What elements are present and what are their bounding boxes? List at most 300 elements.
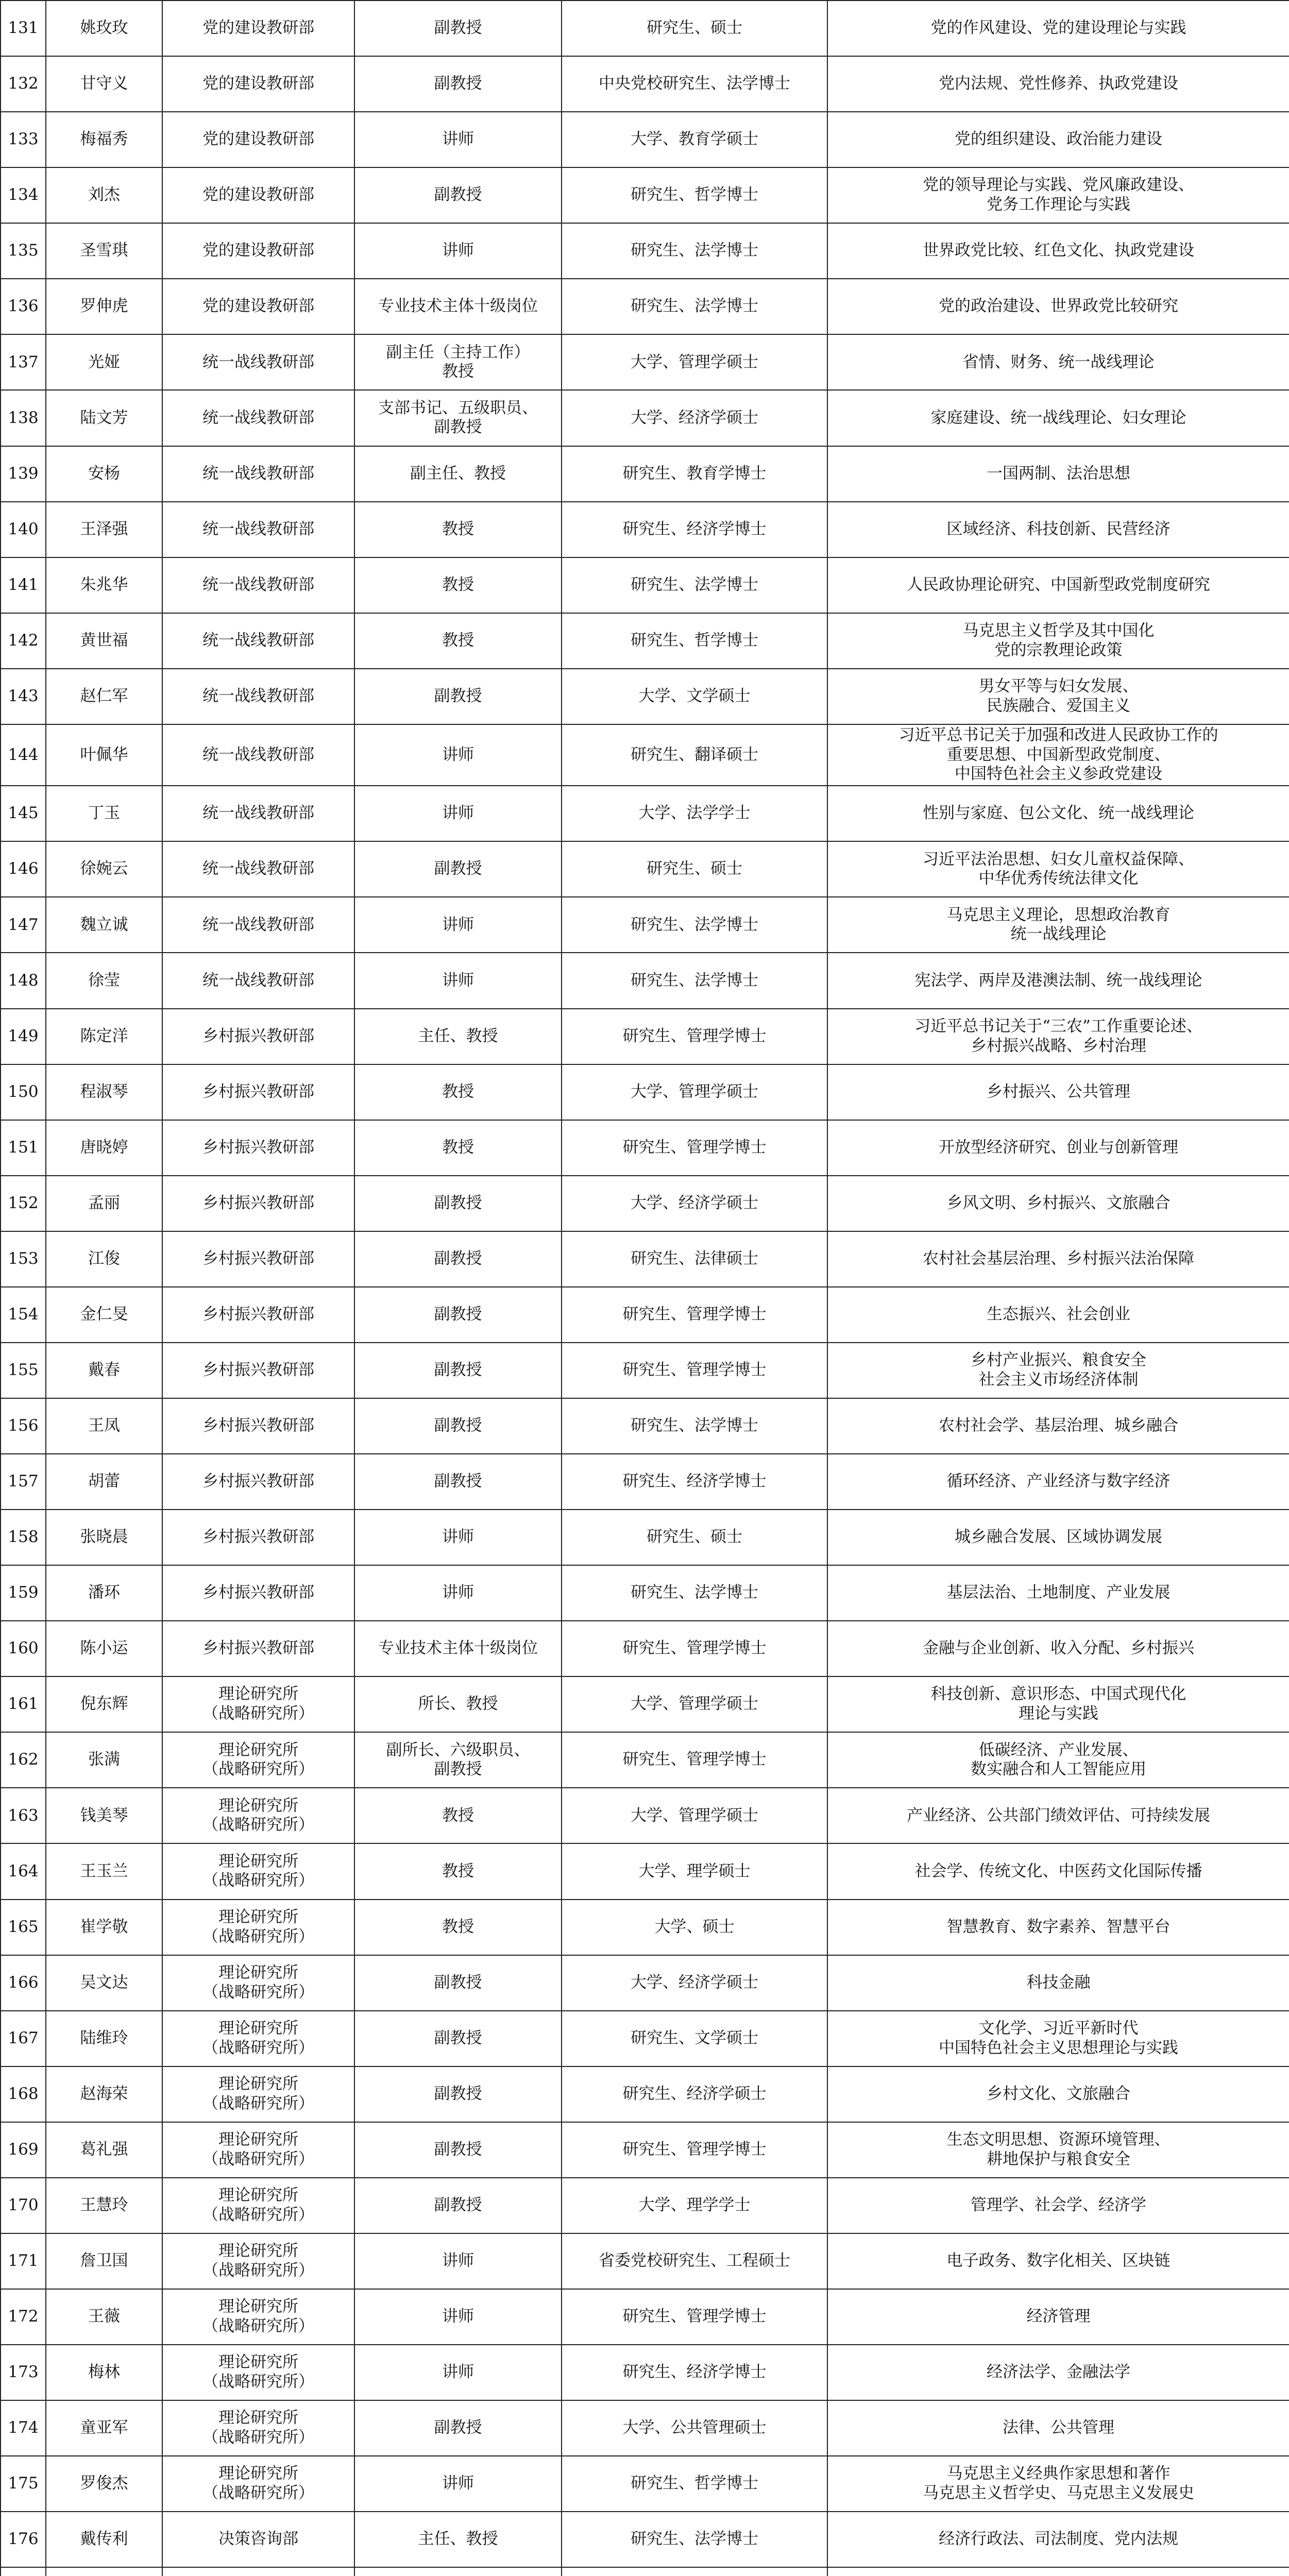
position-cell: 副所长、六级职员、 副教授 bbox=[354, 1732, 562, 1788]
department-cell: 决策咨询部 bbox=[162, 2512, 354, 2567]
table-row bbox=[1, 786, 1289, 841]
education-cell: 研究生、法学博士 bbox=[562, 279, 827, 334]
name-cell: 王玉兰 bbox=[46, 1843, 162, 1899]
education-cell: 大学、管理学硕士 bbox=[562, 334, 827, 390]
research-cell: 宪法学、两岸及港澳法制、统一战线理论 bbox=[827, 953, 1289, 1008]
education-cell: 大学、公共管理硕士 bbox=[562, 2400, 827, 2456]
department-cell: 党的建设教研部 bbox=[162, 223, 354, 279]
position-cell: 副教授 bbox=[354, 1176, 562, 1231]
name-cell: 魏立诚 bbox=[46, 897, 162, 953]
position-cell: 副教授 bbox=[354, 1343, 562, 1398]
table-row bbox=[1, 1843, 1289, 1899]
research-cell: 社会学、传统文化、中医药文化国际传播 bbox=[827, 1843, 1289, 1899]
name-cell: 赵仁军 bbox=[46, 669, 162, 724]
position-cell: 讲师 bbox=[354, 1565, 562, 1621]
department-cell: 理论研究所 （战略研究所） bbox=[162, 1732, 354, 1788]
position-cell: 讲师 bbox=[354, 2289, 562, 2345]
education-cell: 研究生、硕士 bbox=[562, 841, 827, 897]
name-cell: 戴传利 bbox=[46, 2512, 162, 2567]
education-cell: 研究生、法学博士 bbox=[562, 1565, 827, 1621]
table-row bbox=[1, 557, 1289, 613]
education-cell: 研究生、硕士 bbox=[562, 1, 827, 56]
table-row bbox=[1, 1287, 1289, 1343]
department-cell: 理论研究所 （战略研究所） bbox=[162, 1900, 354, 1955]
table-row bbox=[1, 1009, 1289, 1064]
position-cell: 主任、教授 bbox=[354, 1009, 562, 1064]
education-cell: 研究生、经济学硕士 bbox=[562, 2066, 827, 2122]
education-cell: 研究生、法学博士 bbox=[562, 1398, 827, 1454]
department-cell: 统一战线教研部 bbox=[162, 669, 354, 724]
department-cell: 统一战线教研部 bbox=[162, 502, 354, 557]
name-cell: 孟丽 bbox=[46, 1176, 162, 1231]
education-cell: 研究生、经济学博士 bbox=[562, 502, 827, 557]
research-cell: 经济行政法、司法制度、党内法规 bbox=[827, 2512, 1289, 2567]
name-cell: 张晓晨 bbox=[46, 1510, 162, 1565]
row-number: 140 bbox=[1, 502, 46, 557]
name-cell: 王泽强 bbox=[46, 502, 162, 557]
research-cell: 文化学、习近平新时代 中国特色社会主义思想理论与实践 bbox=[827, 2011, 1289, 2066]
table-body bbox=[1, 1, 1289, 2576]
education-cell: 研究生、管理学博士 bbox=[562, 1621, 827, 1676]
research-cell: 经济管理 bbox=[827, 2289, 1289, 2345]
education-cell: 研究生、哲学博士 bbox=[562, 167, 827, 223]
table-row bbox=[1, 1900, 1289, 1955]
position-cell: 教授 bbox=[354, 502, 562, 557]
table-row bbox=[1, 2345, 1289, 2400]
row-number: 166 bbox=[1, 1955, 46, 2011]
table-row bbox=[1, 897, 1289, 953]
research-cell: 农村社会学、基层治理、城乡融合 bbox=[827, 1398, 1289, 1454]
education-cell: 大学、经济学硕士 bbox=[562, 1955, 827, 2011]
research-cell: 党的组织建设、政治能力建设 bbox=[827, 112, 1289, 167]
department-cell: 乡村振兴教研部 bbox=[162, 1009, 354, 1064]
position-cell: 所长、教授 bbox=[354, 1676, 562, 1732]
department-cell: 统一战线教研部 bbox=[162, 557, 354, 613]
education-cell: 研究生、法律硕士 bbox=[562, 1231, 827, 1287]
name-cell: 童亚军 bbox=[46, 2400, 162, 2456]
row-number: 160 bbox=[1, 1621, 46, 1676]
department-cell: 统一战线教研部 bbox=[162, 446, 354, 502]
row-number: 142 bbox=[1, 613, 46, 669]
department-cell: 统一战线教研部 bbox=[162, 334, 354, 390]
research-cell: 省情、财务、统一战线理论 bbox=[827, 334, 1289, 390]
position-cell bbox=[354, 2567, 562, 2576]
row-number: 136 bbox=[1, 279, 46, 334]
research-cell: 男女平等与妇女发展、 民族融合、爱国主义 bbox=[827, 669, 1289, 724]
table-row bbox=[1, 1955, 1289, 2011]
research-cell: 一国两制、法治思想 bbox=[827, 446, 1289, 502]
table-row bbox=[1, 1064, 1289, 1120]
table-row bbox=[1, 1732, 1289, 1788]
name-cell: 陆维玲 bbox=[46, 2011, 162, 2066]
education-cell: 大学、经济学硕士 bbox=[562, 390, 827, 446]
education-cell: 大学、管理学硕士 bbox=[562, 1064, 827, 1120]
education-cell: 研究生、管理学博士 bbox=[562, 1287, 827, 1343]
department-cell: 理论研究所 （战略研究所） bbox=[162, 1788, 354, 1843]
table-row bbox=[1, 2066, 1289, 2122]
row-number: 151 bbox=[1, 1120, 46, 1176]
department-cell: 乡村振兴教研部 bbox=[162, 1454, 354, 1510]
name-cell: 甘守义 bbox=[46, 56, 162, 112]
department-cell: 党的建设教研部 bbox=[162, 1, 354, 56]
name-cell: 倪东辉 bbox=[46, 1676, 162, 1732]
education-cell: 研究生、经济学博士 bbox=[562, 2345, 827, 2400]
position-cell: 主任、教授 bbox=[354, 2512, 562, 2567]
research-cell: 习近平法治思想、妇女儿童权益保障、 中华优秀传统法律文化 bbox=[827, 841, 1289, 897]
table-row bbox=[1, 1621, 1289, 1676]
table-row bbox=[1, 279, 1289, 334]
department-cell: 党的建设教研部 bbox=[162, 56, 354, 112]
position-cell: 讲师 bbox=[354, 112, 562, 167]
name-cell: 陈定洋 bbox=[46, 1009, 162, 1064]
education-cell bbox=[562, 2567, 827, 2576]
education-cell: 大学、管理学硕士 bbox=[562, 1788, 827, 1843]
row-number: 171 bbox=[1, 2233, 46, 2289]
name-cell: 姚玫玫 bbox=[46, 1, 162, 56]
position-cell: 副教授 bbox=[354, 1287, 562, 1343]
row-number: 161 bbox=[1, 1676, 46, 1732]
education-cell: 研究生、法学博士 bbox=[562, 953, 827, 1008]
table-row bbox=[1, 334, 1289, 390]
name-cell: 詹卫国 bbox=[46, 2233, 162, 2289]
education-cell: 研究生、管理学博士 bbox=[562, 1120, 827, 1176]
research-cell: 家庭建设、统一战线理论、妇女理论 bbox=[827, 390, 1289, 446]
research-cell: 管理学、社会学、经济学 bbox=[827, 2178, 1289, 2233]
name-cell: 刘杰 bbox=[46, 167, 162, 223]
position-cell: 副教授 bbox=[354, 167, 562, 223]
table-row bbox=[1, 724, 1289, 786]
education-cell: 大学、经济学硕士 bbox=[562, 1176, 827, 1231]
department-cell: 统一战线教研部 bbox=[162, 390, 354, 446]
row-number: 143 bbox=[1, 669, 46, 724]
department-cell: 乡村振兴教研部 bbox=[162, 1231, 354, 1287]
table-row bbox=[1, 1454, 1289, 1510]
name-cell: 梅福秀 bbox=[46, 112, 162, 167]
position-cell: 副教授 bbox=[354, 2400, 562, 2456]
education-cell: 研究生、教育学博士 bbox=[562, 446, 827, 502]
education-cell: 研究生、法学博士 bbox=[562, 897, 827, 953]
row-number: 148 bbox=[1, 953, 46, 1008]
name-cell: 潘环 bbox=[46, 1565, 162, 1621]
position-cell: 教授 bbox=[354, 557, 562, 613]
name-cell: 程淑琴 bbox=[46, 1064, 162, 1120]
position-cell: 讲师 bbox=[354, 223, 562, 279]
name-cell bbox=[46, 2567, 162, 2576]
research-cell: 人民政协理论研究、中国新型政党制度研究 bbox=[827, 557, 1289, 613]
research-cell: 区域经济、科技创新、民营经济 bbox=[827, 502, 1289, 557]
department-cell: 统一战线教研部 bbox=[162, 897, 354, 953]
table-row bbox=[1, 502, 1289, 557]
name-cell: 丁玉 bbox=[46, 786, 162, 841]
education-cell: 大学、理学硕士 bbox=[562, 1843, 827, 1899]
research-cell: 习近平总书记关于“三农”工作重要论述、 乡村振兴战略、乡村治理 bbox=[827, 1009, 1289, 1064]
position-cell: 讲师 bbox=[354, 953, 562, 1008]
table-row bbox=[1, 2512, 1289, 2567]
research-cell: 电子政务、数字化相关、区块链 bbox=[827, 2233, 1289, 2289]
education-cell: 大学、文学硕士 bbox=[562, 669, 827, 724]
department-cell: 理论研究所 （战略研究所） bbox=[162, 2345, 354, 2400]
row-number: 137 bbox=[1, 334, 46, 390]
department-cell: 党的建设教研部 bbox=[162, 112, 354, 167]
position-cell: 副教授 bbox=[354, 1454, 562, 1510]
table-row bbox=[1, 841, 1289, 897]
position-cell: 教授 bbox=[354, 1120, 562, 1176]
name-cell: 光娅 bbox=[46, 334, 162, 390]
name-cell: 陆文芳 bbox=[46, 390, 162, 446]
department-cell: 党的建设教研部 bbox=[162, 279, 354, 334]
row-number: 163 bbox=[1, 1788, 46, 1843]
name-cell: 黄世福 bbox=[46, 613, 162, 669]
position-cell: 副教授 bbox=[354, 2122, 562, 2178]
table-row bbox=[1, 613, 1289, 669]
education-cell: 大学、理学学士 bbox=[562, 2178, 827, 2233]
department-cell: 乡村振兴教研部 bbox=[162, 1176, 354, 1231]
research-cell: 开放型经济研究、创业与创新管理 bbox=[827, 1120, 1289, 1176]
position-cell: 专业技术主体十级岗位 bbox=[354, 1621, 562, 1676]
position-cell: 教授 bbox=[354, 1064, 562, 1120]
education-cell: 研究生、哲学博士 bbox=[562, 2456, 827, 2512]
education-cell: 研究生、翻译硕士 bbox=[562, 724, 827, 786]
name-cell: 胡蕾 bbox=[46, 1454, 162, 1510]
table-row bbox=[1, 112, 1289, 167]
research-cell: 科技创新、意识形态、中国式现代化 理论与实践 bbox=[827, 1676, 1289, 1732]
position-cell: 教授 bbox=[354, 1843, 562, 1899]
name-cell: 罗俊杰 bbox=[46, 2456, 162, 2512]
position-cell: 讲师 bbox=[354, 786, 562, 841]
name-cell: 梅林 bbox=[46, 2345, 162, 2400]
name-cell: 陈小运 bbox=[46, 1621, 162, 1676]
position-cell: 讲师 bbox=[354, 724, 562, 786]
research-cell: 金融与企业创新、收入分配、乡村振兴 bbox=[827, 1621, 1289, 1676]
table-row bbox=[1, 223, 1289, 279]
name-cell: 王慧玲 bbox=[46, 2178, 162, 2233]
row-number: 139 bbox=[1, 446, 46, 502]
department-cell: 统一战线教研部 bbox=[162, 786, 354, 841]
table-row bbox=[1, 669, 1289, 724]
row-number: 138 bbox=[1, 390, 46, 446]
table-row bbox=[1, 446, 1289, 502]
research-cell: 农村社会基层治理、乡村振兴法治保障 bbox=[827, 1231, 1289, 1287]
position-cell: 副教授 bbox=[354, 2011, 562, 2066]
table-row bbox=[1, 167, 1289, 223]
name-cell: 葛礼强 bbox=[46, 2122, 162, 2178]
table-row bbox=[1, 1398, 1289, 1454]
education-cell: 省委党校研究生、工程硕士 bbox=[562, 2233, 827, 2289]
research-cell: 马克思主义经典作家思想和著作 马克思主义哲学史、马克思主义发展史 bbox=[827, 2456, 1289, 2512]
row-number: 170 bbox=[1, 2178, 46, 2233]
research-cell: 低碳经济、产业发展、 数实融合和人工智能应用 bbox=[827, 1732, 1289, 1788]
department-cell: 理论研究所 （战略研究所） bbox=[162, 1676, 354, 1732]
position-cell: 讲师 bbox=[354, 2233, 562, 2289]
research-cell: 马克思主义哲学及其中国化 党的宗教理论政策 bbox=[827, 613, 1289, 669]
row-number: 133 bbox=[1, 112, 46, 167]
table-row bbox=[1, 1510, 1289, 1565]
table-row bbox=[1, 2456, 1289, 2512]
name-cell: 徐莹 bbox=[46, 953, 162, 1008]
education-cell: 大学、硕士 bbox=[562, 1900, 827, 1955]
position-cell: 副教授 bbox=[354, 669, 562, 724]
department-cell: 乡村振兴教研部 bbox=[162, 1398, 354, 1454]
education-cell: 中央党校研究生、法学博士 bbox=[562, 56, 827, 112]
research-cell: 乡村产业振兴、粮食安全 社会主义市场经济体制 bbox=[827, 1343, 1289, 1398]
education-cell: 研究生、管理学博士 bbox=[562, 2122, 827, 2178]
row-number: 149 bbox=[1, 1009, 46, 1064]
education-cell: 研究生、文学硕士 bbox=[562, 2011, 827, 2066]
name-cell: 徐婉云 bbox=[46, 841, 162, 897]
department-cell: 理论研究所 （战略研究所） bbox=[162, 2233, 354, 2289]
name-cell: 王凤 bbox=[46, 1398, 162, 1454]
position-cell: 教授 bbox=[354, 1900, 562, 1955]
position-cell: 讲师 bbox=[354, 2345, 562, 2400]
department-cell: 理论研究所 （战略研究所） bbox=[162, 1843, 354, 1899]
research-cell: 生态文明思想、资源环境管理、 耕地保护与粮食安全 bbox=[827, 2122, 1289, 2178]
research-cell: 党的作风建设、党的建设理论与实践 bbox=[827, 1, 1289, 56]
department-cell: 理论研究所 （战略研究所） bbox=[162, 1955, 354, 2011]
table-row bbox=[1, 1, 1289, 56]
position-cell: 副主任（主持工作） 教授 bbox=[354, 334, 562, 390]
education-cell: 研究生、法学博士 bbox=[562, 2512, 827, 2567]
table-row bbox=[1, 1676, 1289, 1732]
department-cell: 乡村振兴教研部 bbox=[162, 1120, 354, 1176]
research-cell: 产业经济、公共部门绩效评估、可持续发展 bbox=[827, 1788, 1289, 1843]
row-number: 135 bbox=[1, 223, 46, 279]
department-cell: 理论研究所 （战略研究所） bbox=[162, 2456, 354, 2512]
row-number: 150 bbox=[1, 1064, 46, 1120]
row-number: 152 bbox=[1, 1176, 46, 1231]
research-cell: 智慧教育、数字素养、智慧平台 bbox=[827, 1900, 1289, 1955]
department-cell: 理论研究所 （战略研究所） bbox=[162, 2122, 354, 2178]
row-number bbox=[1, 2567, 46, 2576]
position-cell: 教授 bbox=[354, 1788, 562, 1843]
row-number: 169 bbox=[1, 2122, 46, 2178]
department-cell: 理论研究所 （战略研究所） bbox=[162, 2011, 354, 2066]
research-cell: 循环经济、产业经济与数字经济 bbox=[827, 1454, 1289, 1510]
name-cell: 唐晓婷 bbox=[46, 1120, 162, 1176]
row-number: 141 bbox=[1, 557, 46, 613]
department-cell: 理论研究所 （战略研究所） bbox=[162, 2178, 354, 2233]
research-cell: 性别与家庭、包公文化、统一战线理论 bbox=[827, 786, 1289, 841]
position-cell: 讲师 bbox=[354, 2456, 562, 2512]
position-cell: 副教授 bbox=[354, 56, 562, 112]
row-number: 174 bbox=[1, 2400, 46, 2456]
education-cell: 大学、管理学硕士 bbox=[562, 1676, 827, 1732]
position-cell: 副教授 bbox=[354, 1955, 562, 2011]
position-cell: 副主任、教授 bbox=[354, 446, 562, 502]
name-cell: 罗伸虎 bbox=[46, 279, 162, 334]
position-cell: 讲师 bbox=[354, 897, 562, 953]
position-cell: 教授 bbox=[354, 613, 562, 669]
education-cell: 研究生、管理学博士 bbox=[562, 1732, 827, 1788]
name-cell: 吴文达 bbox=[46, 1955, 162, 2011]
education-cell: 研究生、经济学博士 bbox=[562, 1454, 827, 1510]
research-cell: 生态振兴、社会创业 bbox=[827, 1287, 1289, 1343]
table-row bbox=[1, 1788, 1289, 1843]
position-cell: 副教授 bbox=[354, 1231, 562, 1287]
row-number: 164 bbox=[1, 1843, 46, 1899]
research-cell: 乡村振兴、公共管理 bbox=[827, 1064, 1289, 1120]
department-cell: 党的建设教研部 bbox=[162, 167, 354, 223]
research-cell: 习近平总书记关于加强和改进人民政协工作的 重要思想、中国新型政党制度、 中国特色社会主义参政党建设 bbox=[827, 724, 1289, 786]
name-cell: 戴春 bbox=[46, 1343, 162, 1398]
research-cell: 科技金融 bbox=[827, 1955, 1289, 2011]
research-cell: 党的政治建设、世界政党比较研究 bbox=[827, 279, 1289, 334]
position-cell: 专业技术主体十级岗位 bbox=[354, 279, 562, 334]
name-cell: 安杨 bbox=[46, 446, 162, 502]
row-number: 131 bbox=[1, 1, 46, 56]
education-cell: 研究生、法学博士 bbox=[562, 557, 827, 613]
education-cell: 研究生、硕士 bbox=[562, 1510, 827, 1565]
position-cell: 副教授 bbox=[354, 1398, 562, 1454]
row-number: 153 bbox=[1, 1231, 46, 1287]
table-row bbox=[1, 2011, 1289, 2066]
research-cell: 法律、公共管理 bbox=[827, 2400, 1289, 2456]
name-cell: 王薇 bbox=[46, 2289, 162, 2345]
position-cell: 副教授 bbox=[354, 841, 562, 897]
education-cell: 研究生、管理学博士 bbox=[562, 1009, 827, 1064]
table-row bbox=[1, 1120, 1289, 1176]
table-row bbox=[1, 1176, 1289, 1231]
research-cell: 经济法学、金融法学 bbox=[827, 2345, 1289, 2400]
education-cell: 研究生、管理学博士 bbox=[562, 2289, 827, 2345]
department-cell: 乡村振兴教研部 bbox=[162, 1064, 354, 1120]
department-cell: 统一战线教研部 bbox=[162, 953, 354, 1008]
department-cell: 乡村振兴教研部 bbox=[162, 1510, 354, 1565]
research-cell: 基层法治、土地制度、产业发展 bbox=[827, 1565, 1289, 1621]
row-number: 144 bbox=[1, 724, 46, 786]
department-cell: 统一战线教研部 bbox=[162, 613, 354, 669]
name-cell: 崔学敬 bbox=[46, 1900, 162, 1955]
department-cell bbox=[162, 2567, 354, 2576]
row-number: 158 bbox=[1, 1510, 46, 1565]
table-row bbox=[1, 2122, 1289, 2178]
department-cell: 乡村振兴教研部 bbox=[162, 1621, 354, 1676]
research-cell bbox=[827, 2567, 1289, 2576]
name-cell: 赵海荣 bbox=[46, 2066, 162, 2122]
position-cell: 副教授 bbox=[354, 2066, 562, 2122]
position-cell: 副教授 bbox=[354, 2178, 562, 2233]
name-cell: 朱兆华 bbox=[46, 557, 162, 613]
table-row bbox=[1, 390, 1289, 446]
row-number: 162 bbox=[1, 1732, 46, 1788]
research-cell: 乡村文化、文旅融合 bbox=[827, 2066, 1289, 2122]
education-cell: 大学、法学学士 bbox=[562, 786, 827, 841]
row-number: 155 bbox=[1, 1343, 46, 1398]
row-number: 175 bbox=[1, 2456, 46, 2512]
department-cell: 乡村振兴教研部 bbox=[162, 1287, 354, 1343]
department-cell: 理论研究所 （战略研究所） bbox=[162, 2066, 354, 2122]
department-cell: 乡村振兴教研部 bbox=[162, 1343, 354, 1398]
name-cell: 张满 bbox=[46, 1732, 162, 1788]
research-cell: 乡风文明、乡村振兴、文旅融合 bbox=[827, 1176, 1289, 1231]
row-number: 168 bbox=[1, 2066, 46, 2122]
table-row bbox=[1, 2400, 1289, 2456]
row-number: 159 bbox=[1, 1565, 46, 1621]
research-cell: 马克思主义理论，思想政治教育 统一战线理论 bbox=[827, 897, 1289, 953]
row-number: 172 bbox=[1, 2289, 46, 2345]
table-row bbox=[1, 1231, 1289, 1287]
research-cell: 城乡融合发展、区域协调发展 bbox=[827, 1510, 1289, 1565]
name-cell: 圣雪琪 bbox=[46, 223, 162, 279]
row-number: 145 bbox=[1, 786, 46, 841]
table-row bbox=[1, 2233, 1289, 2289]
table-row bbox=[1, 1343, 1289, 1398]
row-number: 173 bbox=[1, 2345, 46, 2400]
row-number: 165 bbox=[1, 1900, 46, 1955]
row-number: 147 bbox=[1, 897, 46, 953]
table-row bbox=[1, 953, 1289, 1008]
name-cell: 钱美琴 bbox=[46, 1788, 162, 1843]
research-cell: 党内法规、党性修养、执政党建设 bbox=[827, 56, 1289, 112]
